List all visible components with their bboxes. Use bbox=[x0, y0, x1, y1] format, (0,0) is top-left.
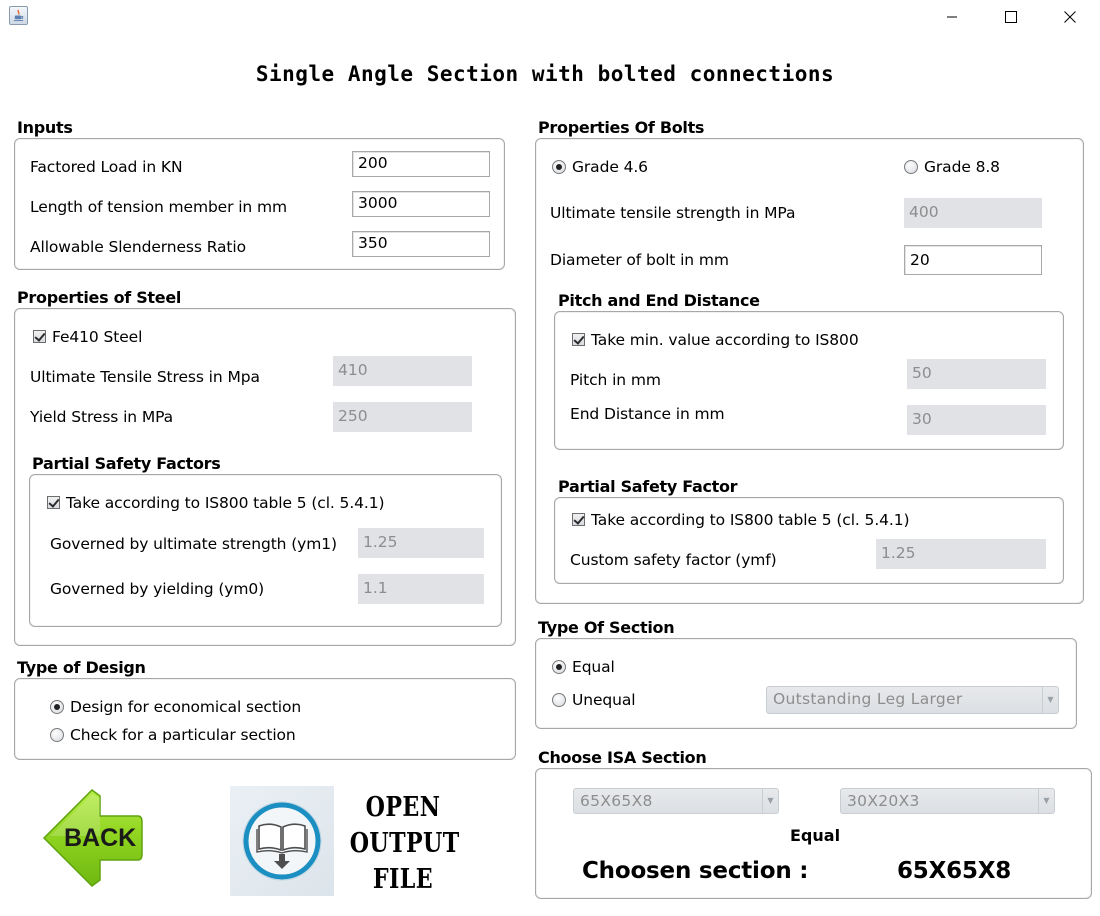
bolt-safety-title: Partial Safety Factor bbox=[558, 477, 738, 496]
checkbox-checked-icon bbox=[572, 513, 585, 526]
section-type-indicator: Equal bbox=[790, 826, 841, 845]
ymf-label: Custom safety factor (ymf) bbox=[570, 551, 777, 569]
chevron-down-icon: ▼ bbox=[762, 789, 778, 813]
bolt-diameter-input[interactable]: 20 bbox=[904, 245, 1042, 275]
grade-4-6-radio[interactable] bbox=[552, 158, 648, 176]
minimize-button[interactable] bbox=[923, 0, 981, 34]
leg-orientation-value: Outstanding Leg Larger bbox=[773, 690, 963, 708]
ym1-label: Governed by ultimate strength (ym1) bbox=[50, 535, 337, 553]
radio-unselected-icon bbox=[552, 693, 566, 707]
leg-orientation-dropdown[interactable] bbox=[766, 686, 1059, 714]
grade-8-8-radio[interactable] bbox=[904, 158, 1000, 176]
isa-title: Choose ISA Section bbox=[538, 748, 707, 767]
bolt-strength-input[interactable]: 400 bbox=[904, 198, 1042, 228]
bolts-title: Properties Of Bolts bbox=[538, 118, 705, 137]
open-output-file-button[interactable] bbox=[230, 786, 334, 896]
pitch-label: Pitch in mm bbox=[570, 371, 661, 389]
maximize-button[interactable] bbox=[982, 0, 1040, 34]
economical-section-label: Design for economical section bbox=[70, 698, 302, 716]
pitch-input[interactable]: 50 bbox=[907, 359, 1046, 389]
back-label: BACK bbox=[64, 824, 137, 852]
design-type-panel bbox=[14, 678, 516, 760]
fe410-checkbox[interactable] bbox=[33, 328, 142, 346]
chevron-down-icon: ▼ bbox=[1038, 789, 1054, 813]
coffee-cup-icon bbox=[12, 9, 25, 22]
radio-selected-icon bbox=[552, 660, 566, 674]
section-type-panel bbox=[535, 638, 1077, 729]
steel-safety-checkbox[interactable] bbox=[47, 494, 384, 512]
ym0-input[interactable]: 1.1 bbox=[358, 574, 484, 604]
factored-load-input[interactable]: 200 bbox=[352, 151, 490, 177]
economical-section-radio[interactable] bbox=[50, 698, 301, 716]
ultimate-stress-input[interactable]: 410 bbox=[333, 356, 472, 386]
chosen-section-label: Choosen section : bbox=[582, 858, 809, 884]
back-button[interactable] bbox=[42, 788, 146, 892]
design-type-title: Type of Design bbox=[17, 658, 146, 677]
pitch-min-checkbox-label: Take min. value according to IS800 bbox=[591, 331, 859, 349]
unequal-isa-value: 30X20X3 bbox=[847, 792, 920, 810]
ultimate-stress-label: Ultimate Tensile Stress in Mpa bbox=[30, 368, 260, 386]
chosen-section-value: 65X65X8 bbox=[897, 858, 1012, 884]
open-output-line-2: OUTPUT bbox=[349, 828, 460, 859]
grade-4-6-label: Grade 4.6 bbox=[572, 158, 648, 176]
radio-selected-icon bbox=[50, 700, 64, 714]
inputs-title: Inputs bbox=[17, 118, 73, 137]
ymf-input[interactable]: 1.25 bbox=[876, 539, 1046, 569]
slenderness-label: Allowable Slenderness Ratio bbox=[30, 238, 246, 256]
factored-load-label: Factored Load in KN bbox=[30, 158, 183, 176]
check-section-label: Check for a particular section bbox=[70, 726, 296, 744]
checkbox-checked-icon bbox=[33, 330, 46, 343]
unequal-label: Unequal bbox=[572, 691, 636, 709]
grade-8-8-label: Grade 8.8 bbox=[924, 158, 1000, 176]
maximize-icon bbox=[1005, 11, 1017, 23]
pitch-min-checkbox[interactable] bbox=[572, 331, 859, 349]
open-output-line-1: OPEN bbox=[365, 792, 441, 823]
pitch-title: Pitch and End Distance bbox=[558, 291, 760, 310]
length-input[interactable]: 3000 bbox=[352, 191, 490, 217]
end-distance-label: End Distance in mm bbox=[570, 405, 725, 423]
check-section-radio[interactable] bbox=[50, 726, 296, 744]
equal-label: Equal bbox=[572, 658, 615, 676]
checkbox-checked-icon bbox=[47, 496, 60, 509]
fe410-label: Fe410 Steel bbox=[52, 328, 143, 346]
steel-title: Properties of Steel bbox=[17, 288, 182, 307]
bolt-diameter-label: Diameter of bolt in mm bbox=[550, 251, 729, 269]
minimize-icon bbox=[946, 11, 958, 23]
equal-isa-dropdown[interactable] bbox=[573, 788, 779, 814]
bolt-safety-checkbox-label: Take according to IS800 table 5 (cl. 5.4.1) bbox=[591, 511, 910, 529]
length-label: Length of tension member in mm bbox=[30, 198, 287, 216]
book-download-icon bbox=[230, 786, 334, 896]
bolt-safety-checkbox[interactable] bbox=[572, 511, 909, 529]
yield-stress-input[interactable]: 250 bbox=[333, 402, 472, 432]
checkbox-checked-icon bbox=[572, 333, 585, 346]
open-output-file-label[interactable] bbox=[349, 790, 460, 898]
unequal-isa-dropdown[interactable] bbox=[840, 788, 1055, 814]
close-button[interactable] bbox=[1041, 0, 1099, 34]
section-type-title: Type Of Section bbox=[538, 618, 675, 637]
open-output-line-3: FILE bbox=[372, 864, 434, 895]
steel-safety-checkbox-label: Take according to IS800 table 5 (cl. 5.4.1) bbox=[66, 494, 385, 512]
page-title: Single Angle Section with bolted connections bbox=[255, 62, 835, 86]
end-distance-input[interactable]: 30 bbox=[907, 405, 1046, 435]
radio-selected-icon bbox=[552, 160, 566, 174]
chevron-down-icon: ▼ bbox=[1042, 687, 1058, 713]
bolt-strength-label: Ultimate tensile strength in MPa bbox=[550, 204, 796, 222]
partial-safety-factors-title: Partial Safety Factors bbox=[32, 454, 221, 473]
ym1-input[interactable]: 1.25 bbox=[358, 528, 484, 558]
slenderness-input[interactable]: 350 bbox=[352, 231, 490, 257]
java-app-icon[interactable] bbox=[9, 6, 28, 25]
radio-unselected-icon bbox=[50, 728, 64, 742]
equal-isa-value: 65X65X8 bbox=[580, 792, 653, 810]
unequal-radio[interactable] bbox=[552, 691, 635, 709]
yield-stress-label: Yield Stress in MPa bbox=[30, 408, 174, 426]
radio-unselected-icon bbox=[904, 160, 918, 174]
close-icon bbox=[1064, 11, 1076, 23]
equal-radio[interactable] bbox=[552, 658, 615, 676]
ym0-label: Governed by yielding (ym0) bbox=[50, 580, 265, 598]
